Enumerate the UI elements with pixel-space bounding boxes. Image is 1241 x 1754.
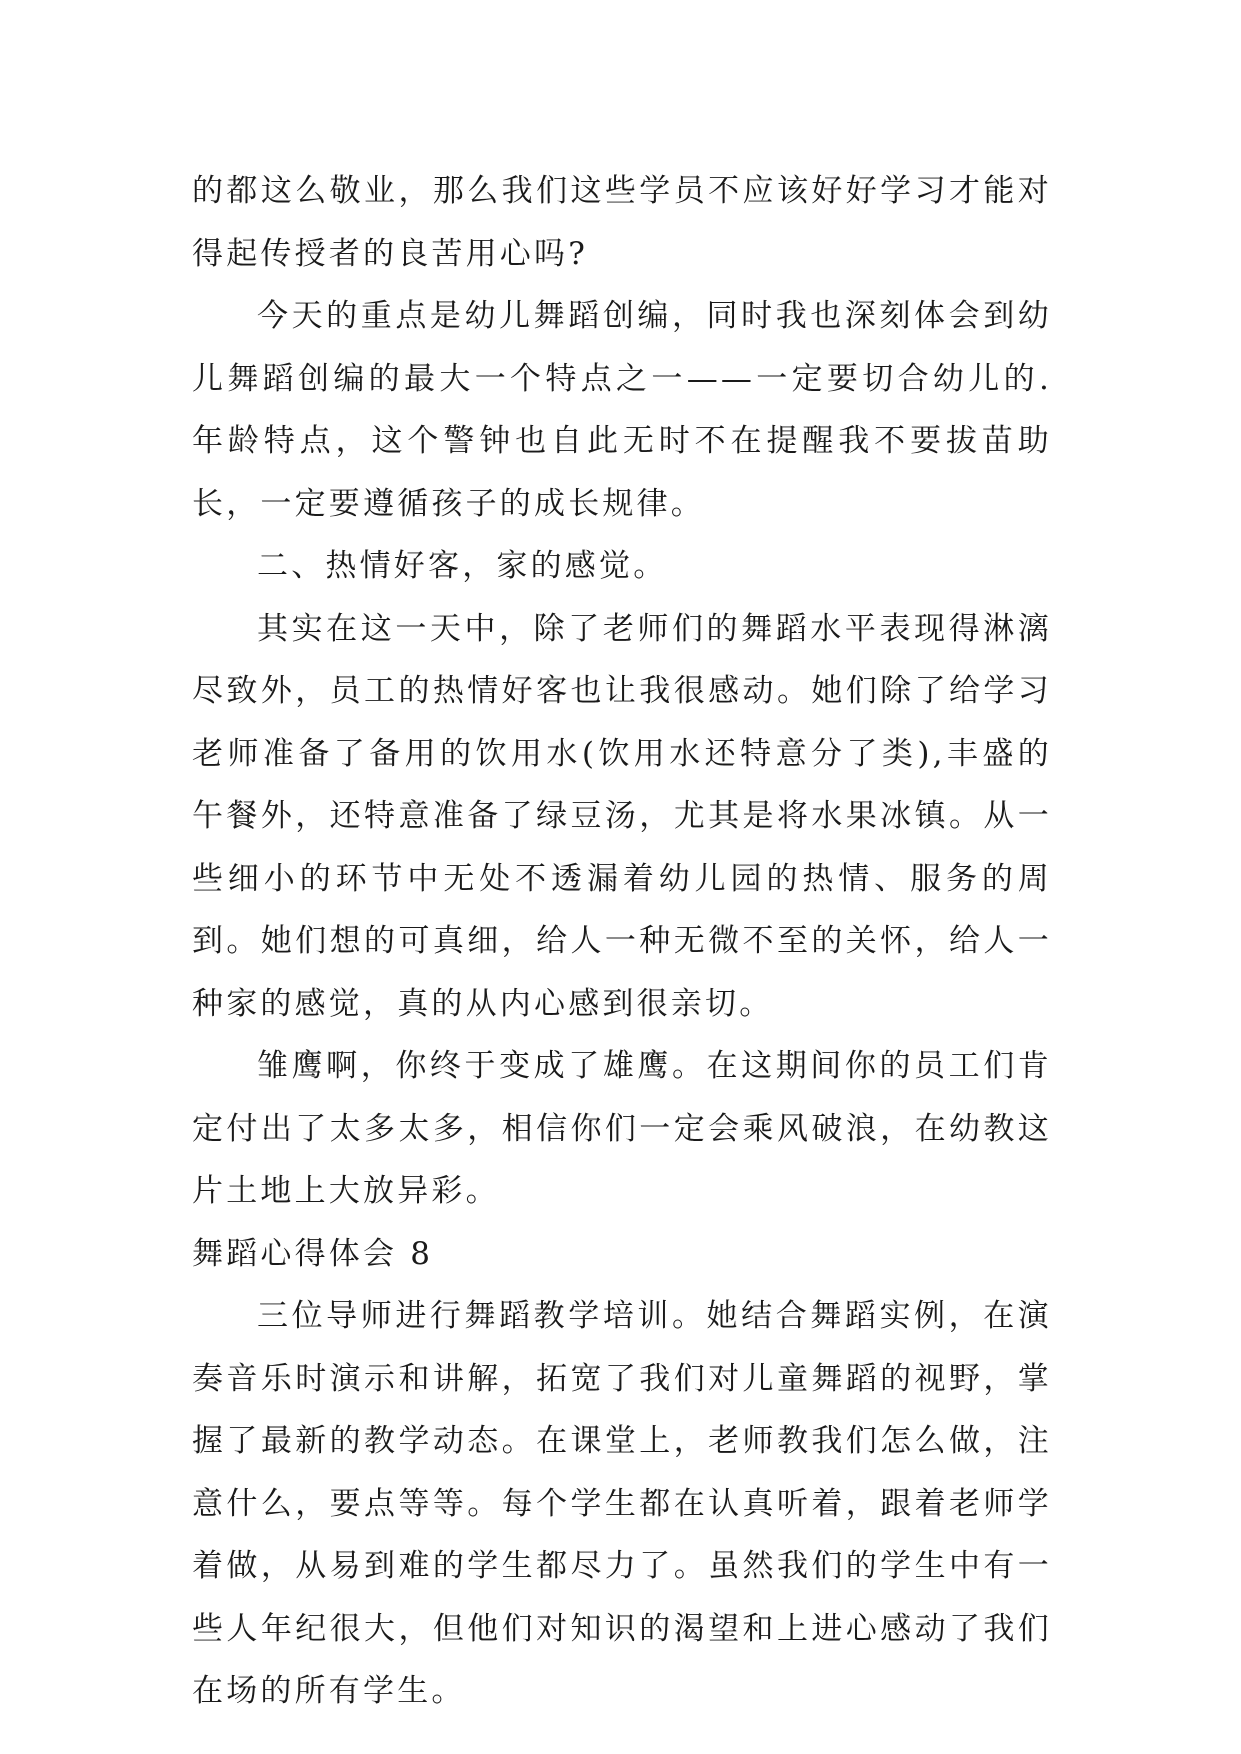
paragraph-dance-choreography: 今天的重点是幼儿舞蹈创编，同时我也深刻体会到幼儿舞蹈创编的最大一个特点之一——一定要切合幼儿的.年龄特点，这个警钟也自此无时不在提醒我不要拔苗助长，一定要遵循孩子的成长规律。 bbox=[192, 298, 1052, 522]
paragraph-eagle: 雏鹰啊，你终于变成了雄鹰。在这期间你的员工们肯定付出了太多太多，相信你们一定会乘风破浪，在幼教这片土地上大放异彩。 bbox=[192, 1048, 1052, 1209]
paragraph-section-heading-hospitality: 二、热情好客，家的感觉。 bbox=[257, 548, 668, 584]
document-body bbox=[192, 160, 1052, 1723]
paragraph-continuation: 的都这么敬业，那么我们这些学员不应该好好学习才能对得起传授者的良苦用心吗? bbox=[192, 173, 1052, 272]
paragraph-hospitality-details: 其实在这一天中，除了老师们的舞蹈水平表现得淋漓尽致外，员工的热情好客也让我很感动。她们除了给学习老师准备了备用的饮用水(饮用水还特意分了类),丰盛的午餐外，还特意准备了绿豆汤，尤其是将水果冰镇。从一些细小的环节中无处不透漏着幼儿园的热情、服务的周到。她们想的可真细，给人一种无微不至的关怀，给人一种家的感觉，真的从内心感到很亲切。 bbox=[192, 610, 1052, 1022]
section-title-dance-reflection-8: 舞蹈心得体会 8 bbox=[192, 1235, 434, 1272]
paragraph-mentor-training: 三位导师进行舞蹈教学培训。她结合舞蹈实例，在演奏音乐时演示和讲解，拓宽了我们对儿童舞蹈的视野，掌握了最新的教学动态。在课堂上，老师教我们怎么做，注意什么，要点等等。每个学生都在认真听着，跟着老师学着做，从易到难的学生都尽力了。虽然我们的学生中有一些人年纪很大，但他们对知识的渴望和上进心感动了我们在场的所有学生。 bbox=[192, 1298, 1052, 1709]
